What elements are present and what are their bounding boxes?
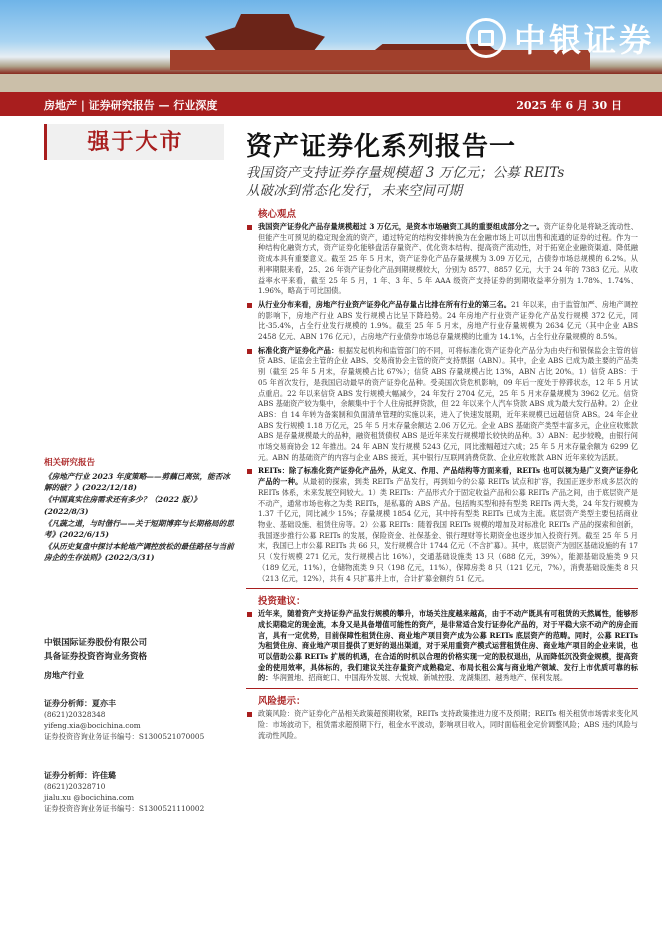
risk-heading: 风险提示： <box>258 696 306 708</box>
divider <box>246 688 638 689</box>
rating-box <box>44 124 224 160</box>
analyst-phone: (8621)20328710 <box>44 782 106 791</box>
paragraph-text: 华润置地、招商蛇口、中国海外发展、大悦城、新城控股、龙湖集团、越秀地产、保利发展。 <box>272 673 568 683</box>
analyst-cert: 证券投资咨询业务证书编号：S1300521110002 <box>44 804 205 813</box>
risk-paragraph <box>246 709 638 741</box>
paragraph-lead: 从行业分布来看，房地产行业资产证券化产品存量占比排在所有行业的第三名。 <box>258 299 511 309</box>
paragraph-text: 从最初的探索，到类 REITs 产品发行，再到如今的公募 REITs 试点和扩容，我国正逐步形成多层次的 REITs 体系，未来发展空间较大。1）类 REITs：产品形式介于固定收益产品和公募 REITs 产品之间，由于底层资产是不动产，通常市场也称之为类 REITs，是私募的 ABS 产品。包括购买型和持有型类 REITs 两大类，24 年发行规模为 1.37 千亿元，同比减少 15%；存量规模 1854 亿元，其中持有型类 REITs 已成为主流。底层资产类型主要包括商业物业、基础设施、租赁住房等。2）公募 REITs：随着我国 REITs 规模的增加及对标准化 REITs 产品的探索和创新，我国逐步推行公募 REITs 的发展，保险资金、社保基金、银行理财等长期资金也逐步加入投资行列。截至 25 年 5 月末，我国已上市公募 REITs 共 66 只，发行规模合计 1744 亿元（不含扩募）。其中，底层资产为园区基础设施的有 17 只（发行规模 271 亿元，发行规模占比 16%），交通基础设施类 13 只（688 亿元，39%），能源基础设施类 9 只（189 亿元，11%），仓储物流类 9 只（198 亿元，11%），保障房类 8 只（121 亿元，7%），消费基础设施类 8 只（213 亿元，12%），共有 4 只扩募并上市，合计扩募金额约 51 亿元。 <box>258 477 638 583</box>
company-qualification: 具备证券投资咨询业务资格 <box>44 652 148 662</box>
subtitle-line-1: 我国资产支持证券存量规模超 3 万亿元；公募 REITs <box>246 165 565 181</box>
logo-text: 中银证券 <box>513 21 654 59</box>
company-name: 中银国际证券股份有限公司 <box>44 638 148 648</box>
industry-label: 房地产行业 <box>44 670 84 680</box>
bullet-square-icon <box>247 303 252 308</box>
palace-roof-graphic <box>205 14 325 52</box>
paragraph-lead: 我国资产证券化产品存量规模超过 3 万亿元，是资本市场融资工具的重要组成部分之一。 <box>258 222 544 231</box>
investment-heading: 投资建议： <box>258 596 306 608</box>
company-info <box>44 636 234 681</box>
analyst-phone: (8621)20328348 <box>44 710 106 719</box>
bullet-square-icon <box>247 469 252 474</box>
company-logo <box>466 14 654 62</box>
paragraph-lead: REITs：除了标准化资产证券化产品外，从定义、作用、产品结构等方面来看，REITs 也可以视为是广义资产证券化产品的一种。 <box>258 466 638 487</box>
plaza-graphic <box>0 74 662 92</box>
report-category: 房地产 | 证券研究报告 — 行业深度 <box>44 99 218 112</box>
analyst-email[interactable]: jialu.xu @bocichina.com <box>44 793 135 802</box>
core-paragraph-2 <box>246 300 638 343</box>
paragraph-text: 资产证券化是将缺乏流动性、但能产生可预见的稳定现金流的资产，通过特定的结构安排转换为在金融市场上可以出售和流通的证券的过程。作为一种结构化融资方式，资产证券化能够盘活存量资产、优化资本结构、提高资产流动性，对于拓宽企业融资渠道、降低融资成本具有重要意义。截至 25 年 5 月末，资产证券化产品存量规模为 3.09 万亿元，占债券市场总规模的 6.2%。从利率期限来看，25、26 年资产证券化产品到期规模较大，分别为 8577、8857 亿元，大于 24 年的 7383 亿元。从收益率水平来看，截至 25 年 5 月，1 年、3 年、5 年 AAA 级资产支持证券的到期收益率分别为 1.78%、1.74%、1.96%，略高于可比国债。 <box>258 222 638 296</box>
related-report-4[interactable]: 《从历史复盘中探讨本轮地产调控放松的最佳路径与当前房企的生存法则》(2022/3/31) <box>44 542 234 563</box>
bullet-square-icon <box>247 225 252 230</box>
analyst-1 <box>44 690 234 742</box>
report-date: 2025 年 6 月 30 日 <box>516 99 622 112</box>
core-paragraph-1 <box>246 222 638 297</box>
analyst-2 <box>44 762 234 814</box>
investment-paragraph <box>246 609 638 684</box>
analyst-cert: 证券投资咨询业务证书编号：S1300521070005 <box>44 732 205 741</box>
paragraph-text: 21 年以来，由于监管加严、房地产调控的影响下，房地产行业 ABS 发行规模占比呈下降趋势。24 年房地产行业资产证券化产品发行规模 372 亿元，同比-35.4%，占全行业发行规模的 1.9%。截至 25 年 5 月末，房地产行业存量规模为 2634 亿元（其中企业 ABS 2458 亿元、ABN 176 亿元），占房地产行业债券市场总存量规模的比重为 14.1%，占全行业存量规模的 8.5%。 <box>258 299 638 342</box>
related-report-3[interactable]: 《凡蔬之道，与时偕行——关于短期博弈与长期格局的思考》(2022/6/15) <box>44 518 234 540</box>
rating-label: 强于大市 <box>87 129 184 155</box>
related-reports <box>44 458 234 565</box>
analyst-title: 证券分析师：许佳璐 <box>44 770 116 780</box>
analyst-email[interactable]: yifeng.xia@bocichina.com <box>44 721 141 730</box>
bullet-square-icon <box>247 712 252 717</box>
header-banner <box>0 0 662 92</box>
related-report-1[interactable]: 《房地产行业 2023 年度策略——剪藕已离弦，能否冰解的破？》(2022/12/18) <box>44 472 230 493</box>
related-heading: 相关研究报告 <box>44 458 96 468</box>
divider <box>246 588 638 589</box>
main-content <box>246 206 638 744</box>
paragraph-lead: 近年来，随着资产支持证券产品发行规模的攀升，市场关注度越来越高，由于不动产既具有可租赁的天然属性，能够形成长期稳定的现金流，本身又是具备增值可能性的资产，是非常适合发行证券化产品的，对于平稳大宗不动产的房企而言，具有一定优势，目前保障性租赁住房、商业地产项目资产成为公募 REITs 底层资产的范畴。同时，公募 REITs 为租赁住房、商业地产项目提供了更好的退出渠道，对于采用重资产模式运营租赁住房、商业地产项目的企业来说，也可以借助公募 REITs 扩展的机遇，在合适的时机以合理的价格实现一定的股权退出，从而降低沉没资金规模，提高资金的使用效率，具体标的，我们建议关注存量资产成熟稳定、布局长租公寓与商业地产领域、发行上市优质可靠的标的： <box>258 609 638 683</box>
paragraph-lead: 标准化资产证券化产品： <box>258 345 339 355</box>
core-paragraph-4 <box>246 466 638 584</box>
bullet-square-icon <box>247 349 252 354</box>
report-subtitle <box>246 164 564 200</box>
category-bar <box>0 92 662 116</box>
paragraph-text: 根据发起机构和监管部门的不同，可将标准化资产证券化产品分为由央行和银保监会主管的信贷 ABS、证监会主管的企业 ABS、交易商协会主管的资产支持票据（ABN）。其中，企业 ABS 已成为最主要的产品类别（截至 25 年 5 月末，存量规模占比 67%）；信贷 ABS 存量规模占比 13%，ABN 占比 20%。1）信贷 ABS：于 05 年首次发行，是我国启动最早的资产证券化品种。受美国次贷危机影响，09 年后一度处于停滞状态，12 年 5 月试点重启。22 年以来信贷 ABS 发行规模大幅减少，24 年发行 2704 亿元，25 年 5 月末存量规模为 3962 亿元。信贷 ABS 基础资产较为集中，余额集中于个人住房抵押贷款，但 22 年以来个人汽车贷款 ABS 成为最大发行品种。2）企业 ABS：自 14 年转为备案制和负面清单管理的实施以来，进入了快速发展期，近年来规模已远超信贷 ABS。24 年企业 ABS 发行规模 1.18 万亿元，25 年 5 月末存量余额达 2.06 万亿元。企业 ABS 基础资产类型丰富多元，企业应收账款 ABS 是存量规模最大的品种，融资租赁债权 ABS 是近年来发行规模增长较快的品种。3）ABN：起步较晚，由银行间市场交易商协会 12 年推出。24 年 ABN 发行规模 5243 亿元，同比涨幅超过六成；25 年 5 月末存量余额为 6299 亿元。ABN 的基础资产的内容与企业 ABS 接近，其中银行/互联网消费贷款、企业应收账款 ABN 近年来较为活跃。 <box>258 345 638 462</box>
paragraph-text: 政策风险：资产证券化产品相关政策超预期收紧，REITs 支持政策推进力度不及预期；REITs 相关租赁市场需求变化风险：市场波动下，租赁需求超预期下行，租金水平波动，影响项目收入，同时面临租金定价调整风险；ABS 违约风险与流动性风险。 <box>258 709 638 740</box>
bullet-square-icon <box>247 612 252 617</box>
bank-logo-icon <box>466 18 506 58</box>
related-report-2[interactable]: 《中国真实住房需求还有多少？（2022 版）》(2022/8/3) <box>44 495 201 516</box>
core-paragraph-3 <box>246 346 638 464</box>
analyst-title: 证券分析师：夏亦丰 <box>44 698 116 708</box>
core-heading: 核心观点 <box>258 209 297 220</box>
subtitle-line-2: 从破冰到常态化发行，未来空间可期 <box>246 183 462 199</box>
report-title: 资产证券化系列报告一 <box>246 132 517 162</box>
